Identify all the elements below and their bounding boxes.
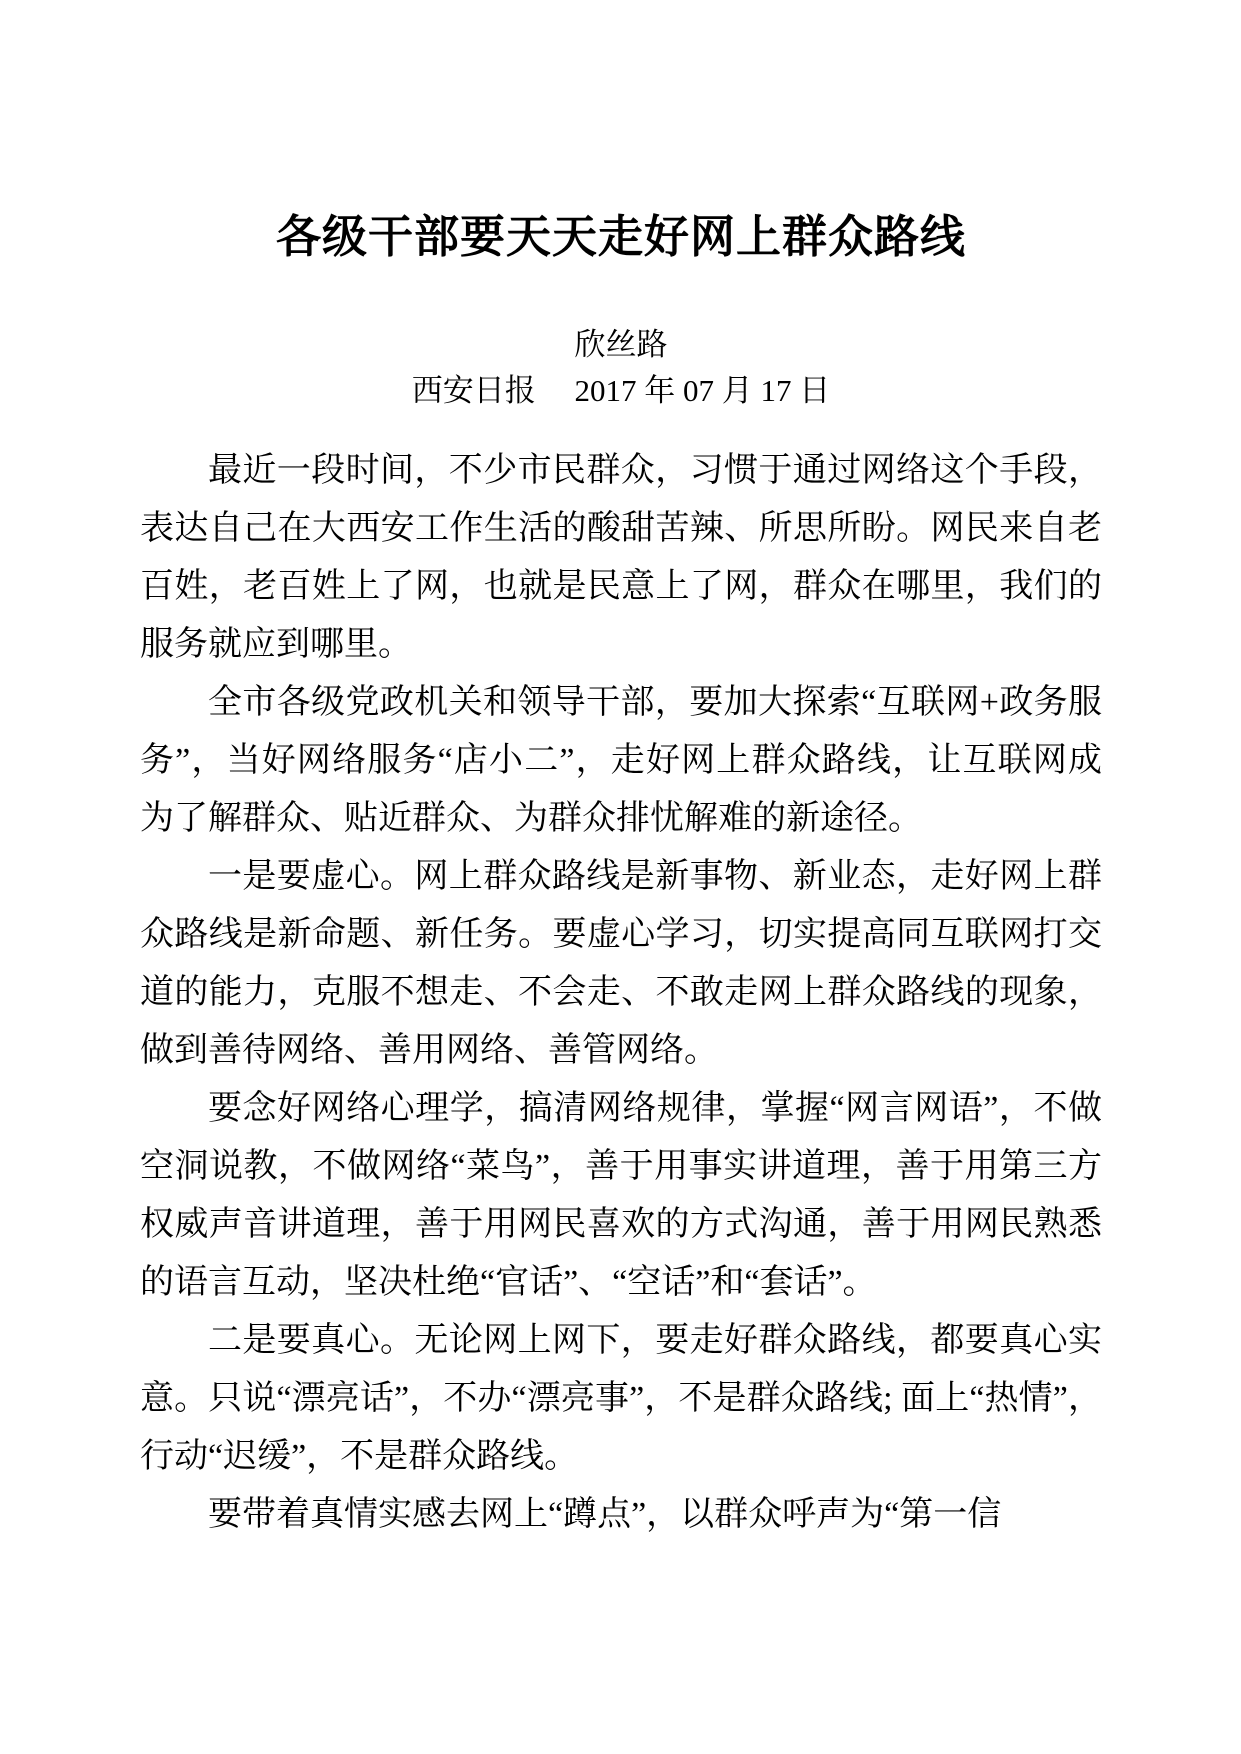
paragraph: 一是要虚心。网上群众路线是新事物、新业态，走好网上群众路线是新命题、新任务。要虚心学习，切实提高同互联网打交道的能力，克服不想走、不会走、不敢走网上群众路线的现象，做到善待网络、善用网络、善管网络。 bbox=[140, 858, 1102, 1069]
paragraph: 全市各级党政机关和领导干部，要加大探索“互联网+政务服务”，当好网络服务“店小二”，走好网上群众路线，让互联网成为了解群众、贴近群众、为群众排忧解难的新途径。 bbox=[140, 684, 1102, 837]
paragraph: 二是要真心。无论网上网下，要走好群众路线，都要真心实意。只说“漂亮话”，不办“漂亮事”，不是群众路线; 面上“热情”，行动“迟缓”，不是群众路线。 bbox=[140, 1322, 1102, 1475]
document-title: 各级干部要天天走好网上群众路线 bbox=[275, 212, 966, 262]
source-dateline: 西安日报 2017 年 07 月 17 日 bbox=[411, 373, 831, 408]
paragraph: 要念好网络心理学，搞清网络规律，掌握“网言网语”，不做空洞说教，不做网络“菜鸟”，善于用事实讲道理，善于用第三方权威声音讲道理，善于用网民喜欢的方式沟通，善于用网民熟悉的语言互动，坚决杜绝“官话”、“空话”和“套话”。 bbox=[140, 1090, 1102, 1301]
paragraph: 最近一段时间，不少市民群众，习惯于通过网络这个手段，表达自己在大西安工作生活的酸甜苦辣、所思所盼。网民来自老百姓，老百姓上了网，也就是民意上了网，群众在哪里，我们的服务就应到哪里。 bbox=[140, 452, 1102, 663]
document-body bbox=[140, 442, 1102, 1544]
byline: 欣丝路 bbox=[574, 327, 668, 362]
paragraph: 要带着真情实感去网上“蹲点”，以群众呼声为“第一信 bbox=[208, 1496, 1002, 1533]
